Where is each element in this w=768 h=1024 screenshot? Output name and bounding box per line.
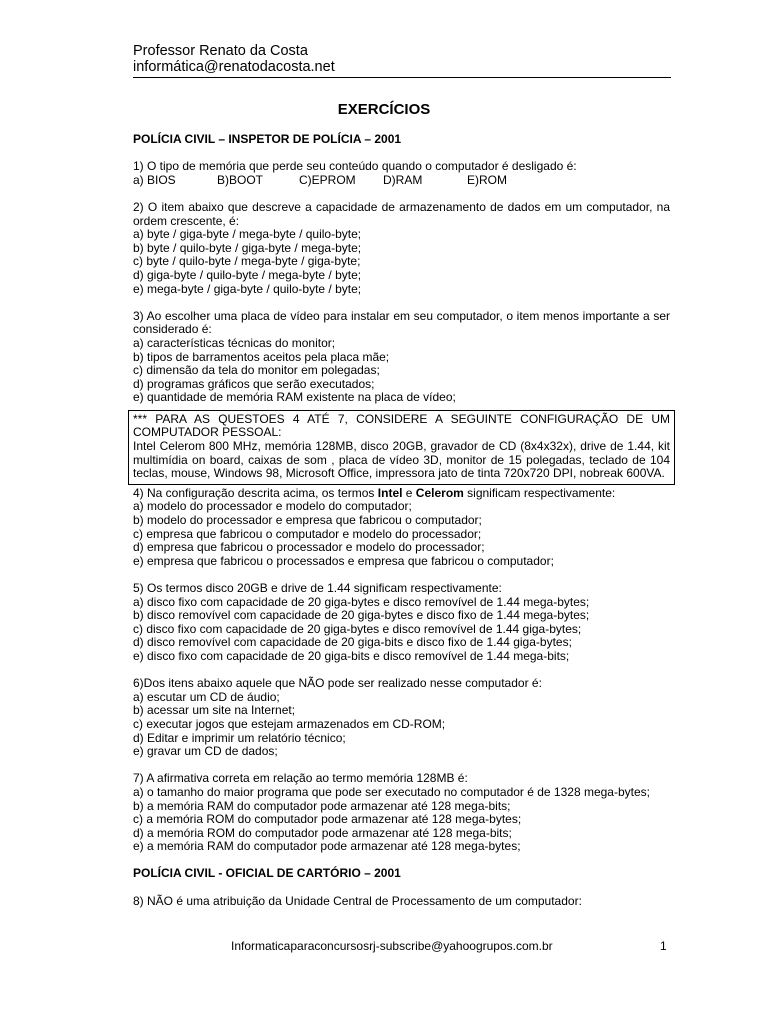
question-options	[133, 174, 670, 188]
configuration-details: Intel Celerom 800 MHz, memória 128MB, disco 20GB, gravador de CD (8x4x32x), drive de 1.44, kit multimídia on board, caixas de som , placa de vídeo 3D, monitor de 15 polegadas, teclado de 104 teclas, mouse, Windows 98, Microsoft Office, impressora jato de tinta 720x720 DPI, nobreak 600VA.	[133, 439, 670, 481]
option-a: a) disco fixo com capacidade de 20 giga-bytes e disco removível de 1.44 mega-bytes;	[133, 594, 590, 609]
question-8	[133, 895, 670, 909]
option-e: e) gravar um CD de dados;	[133, 744, 278, 759]
option-e: e) a memória RAM do computador pode armazenar até 128 mega-bytes;	[133, 839, 521, 854]
question-stem: 3) Ao escolher uma placa de vídeo para instalar em seu computador, o item menos importante a ser considerado é:	[133, 308, 670, 337]
option-b: b) disco removível com capacidade de 20 giga-bytes e disco fixo de 1.44 mega-bytes;	[133, 608, 590, 623]
stem-part: e	[402, 485, 416, 500]
option-e: e) mega-byte / giga-byte / quilo-byte / byte;	[133, 281, 362, 296]
option-c: c) executar jogos que estejam armazenados em CD-ROM;	[133, 716, 446, 731]
question-7	[133, 772, 670, 854]
option-c: c) empresa que fabricou o computador e modelo do processador;	[133, 526, 482, 541]
option-a: a) modelo do processador e modelo do computador;	[133, 499, 412, 514]
option-a: a) byte / giga-byte / mega-byte / quilo-byte;	[133, 227, 362, 242]
question-stem: 1) O tipo de memória que perde seu conteúdo quando o computador é desligado é:	[133, 159, 577, 174]
question-stem: 5) Os termos disco 20GB e drive de 1.44 significam respectivamente:	[133, 581, 502, 595]
option-a: a) características técnicas do monitor;	[133, 335, 336, 350]
footer-email: Informaticaparaconcursosrj-subscribe@yahoogrupos.com.br	[231, 939, 553, 953]
question-6	[133, 677, 670, 759]
option-d: d) a memória ROM do computador pode armazenar até 128 mega-bits;	[133, 825, 512, 840]
option-e: e) disco fixo com capacidade de 20 giga-bits e disco removível de 1.44 mega-bits;	[133, 648, 570, 663]
question-4	[133, 487, 670, 569]
question-stem: 7) A afirmativa correta em relação ao termo memória 128MB é:	[133, 771, 468, 786]
configuration-box	[128, 410, 675, 485]
option-b: b) acessar um site na Internet;	[133, 703, 296, 718]
option-e: e) quantidade de memória RAM existente na placa de vídeo;	[133, 390, 456, 405]
question-2	[133, 201, 670, 296]
option-a: a) BIOS	[133, 172, 176, 187]
option-c: c) disco fixo com capacidade de 20 giga-bytes e disco removível de 1.44 giga-bytes;	[133, 621, 582, 636]
option-c: c) byte / quilo-byte / mega-byte / giga-byte;	[133, 254, 361, 269]
option-c: C)EPROM	[299, 172, 356, 187]
author-email: informática@renatodacosta.net	[133, 59, 335, 75]
question-stem: 2) O item abaixo que descreve a capacidade de armazenamento de dados em um computador, na ordem crescente, é:	[133, 199, 670, 228]
option-e: E)ROM	[467, 172, 507, 187]
option-b: b) byte / quilo-byte / giga-byte / mega-byte;	[133, 240, 362, 255]
option-c: c) dimensão da tela do monitor em polegadas;	[133, 363, 380, 378]
page-number: 1	[660, 939, 667, 953]
option-d: d) giga-byte / quilo-byte / mega-byte / byte;	[133, 267, 362, 282]
option-d: d) programas gráficos que serão executados;	[133, 376, 375, 391]
option-c: c) a memória ROM do computador pode armazenar até 128 mega-bytes;	[133, 812, 522, 827]
option-b: B)BOOT	[217, 172, 264, 187]
option-e: e) empresa que fabricou o processados e empresa que fabricou o computador;	[133, 553, 554, 568]
question-stem: 6)Dos itens abaixo aquele que NÃO pode ser realizado nesse computador é:	[133, 676, 542, 691]
option-d: d) empresa que fabricou o processador e modelo do processador;	[133, 540, 485, 555]
configuration-heading: *** PARA AS QUESTOES 4 ATÉ 7, CONSIDERE A SEGUINTE CONFIGURAÇÃO DE UM COMPUTADOR PESSOAL:	[133, 411, 670, 440]
section-title-oficial: POLÍCIA CIVIL - OFICIAL DE CARTÓRIO – 2001	[133, 866, 401, 881]
document-body	[133, 133, 670, 922]
option-d: d) disco removível com capacidade de 20 giga-bits e disco fixo de 1.44 giga-bytes;	[133, 635, 572, 650]
header-divider	[133, 77, 671, 78]
option-b: b) tipos de barramentos aceitos pela placa mãe;	[133, 349, 390, 364]
stem-part: significam respectivamente:	[463, 485, 616, 500]
section-title-inspetor: POLÍCIA CIVIL – INSPETOR DE POLÍCIA – 2001	[133, 132, 402, 146]
question-stem: 8) NÃO é uma atribuição da Unidade Central de Processamento de um computador:	[133, 893, 582, 908]
page-title: EXERCÍCIOS	[337, 101, 431, 118]
question-3	[133, 310, 670, 405]
term-intel: Intel	[377, 485, 403, 500]
option-a: a) escutar um CD de áudio;	[133, 689, 280, 704]
option-d: d) Editar e imprimir um relatório técnico;	[133, 730, 346, 745]
question-5	[133, 582, 670, 664]
page-header	[133, 43, 670, 75]
question-stem	[133, 487, 670, 501]
option-a: a) o tamanho do maior programa que pode ser executado no computador é de 1328 mega-bytes;	[133, 784, 650, 799]
author-name: Professor Renato da Costa	[133, 43, 308, 59]
stem-part: 4) Na configuração descrita acima, os termos	[133, 485, 378, 500]
question-1	[133, 160, 670, 187]
term-celerom: Celerom	[415, 485, 464, 500]
option-b: b) modelo do processador e empresa que fabricou o computador;	[133, 513, 482, 528]
option-d: D)RAM	[383, 172, 423, 187]
option-b: b) a memória RAM do computador pode armazenar até 128 mega-bits;	[133, 798, 511, 813]
